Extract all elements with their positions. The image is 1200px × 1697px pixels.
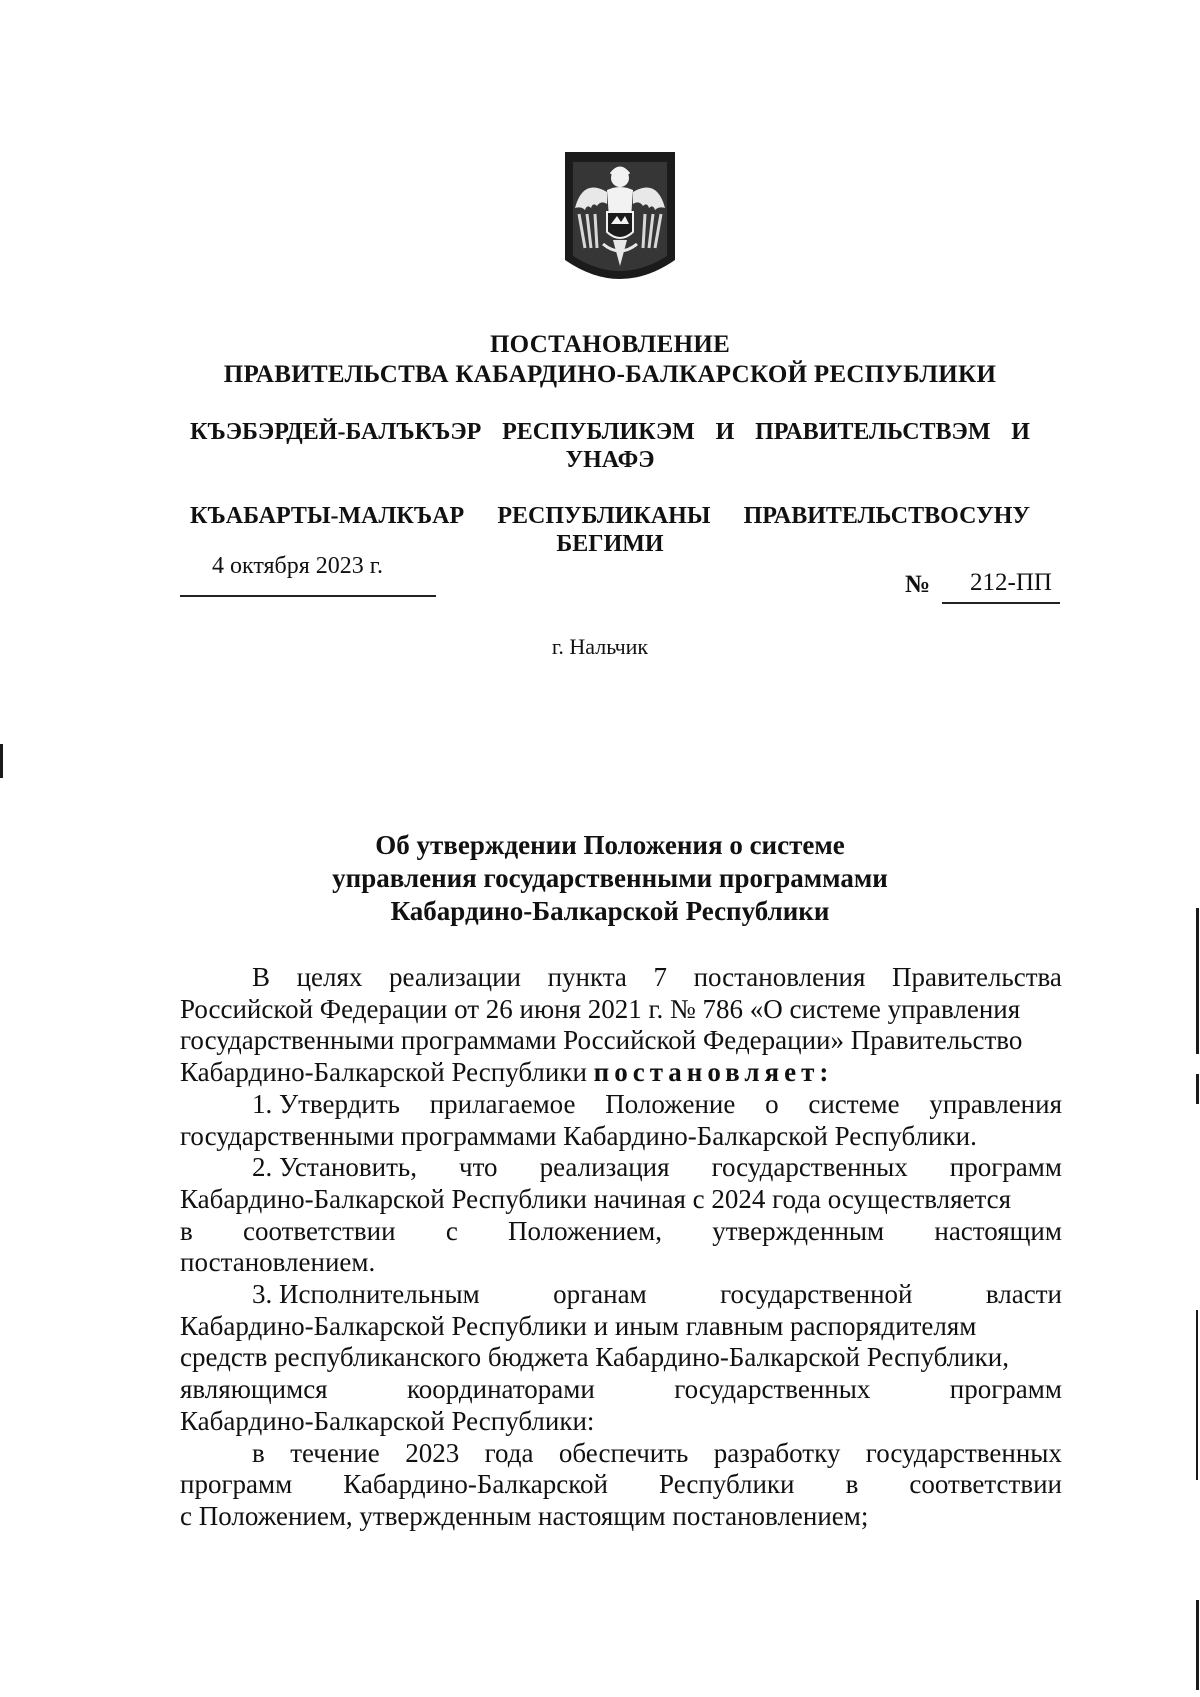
- kabardian-heading-line-1: КЪЭБЭРДЕЙ-БАЛЪКЪЭР РЕСПУБЛИКЭМ И ПРАВИТЕЛЬСТВЭМ И: [190, 419, 1030, 445]
- scan-mark-right-1: [1196, 908, 1199, 1054]
- coat-of-arms-emblem: [561, 148, 679, 296]
- body-line: Российской Федерации от 26 июня 2021 г. № 786 «О системе управления: [180, 993, 1021, 1024]
- resolves-keyword: постановляет:: [593, 1057, 834, 1088]
- scan-mark-right-3: [1196, 1310, 1198, 1480]
- scan-mark-right-4: [1196, 1600, 1199, 1690]
- body-line: постановлением.: [180, 1247, 376, 1278]
- body-line: государственными программами Кабардино-Балкарской Республики.: [180, 1120, 977, 1151]
- title-line-2: управления государственными программами: [332, 863, 888, 893]
- heading-line-2: ПРАВИТЕЛЬСТВА КАБАРДИНО-БАЛКАРСКОЙ РЕСПУБЛИКИ: [223, 361, 997, 388]
- city-label: г. Нальчик: [551, 634, 649, 659]
- title-line-3: Кабардино-Балкарской Республики: [390, 896, 830, 926]
- balkar-heading-line-1: КЪАБАРТЫ-МАЛКЪАР РЕСПУБЛИКАНЫ ПРАВИТЕЛЬСТВОСУНУ: [190, 503, 1030, 529]
- kabardian-heading-line-2: УНАФЭ: [565, 447, 655, 473]
- document-body: [180, 962, 1062, 1533]
- document-date: 4 октября 2023 г.: [212, 553, 383, 579]
- scan-mark-right-2: [1196, 1074, 1199, 1104]
- title-line-1: Об утверждении Положения о системе: [375, 830, 845, 860]
- body-line: в течение 2023 года обеспечить разработку государственных: [252, 1437, 1062, 1468]
- body-line: программ Кабардино-Балкарской Республики в соответствии: [180, 1469, 1062, 1500]
- body-line: 2. Установить, что реализация государственных программ: [252, 1152, 1062, 1183]
- kabardian-heading: [190, 418, 1030, 474]
- body-line: В целях реализации пункта 7 постановления Правительства: [252, 962, 1062, 992]
- body-line: Кабардино-Балкарской Республики и иным главным распорядителям: [180, 1310, 977, 1341]
- body-line: Кабардино-Балкарской Республики начиная с 2024 года осуществляется: [180, 1183, 1012, 1214]
- body-line: в соответствии с Положением, утвержденным настоящим: [180, 1215, 1062, 1246]
- heading-line-1: ПОСТАНОВЛЕНИЕ: [489, 331, 731, 358]
- body-line: Кабардино-Балкарской Республики постановляет:: [180, 1057, 834, 1088]
- body-line: с Положением, утвержденным настоящим постановлением;: [180, 1500, 869, 1531]
- date-underline: [180, 595, 436, 597]
- body-line: Кабардино-Балкарской Республики:: [180, 1405, 595, 1436]
- scan-mark-left: [0, 744, 3, 778]
- document-title: [200, 829, 1020, 928]
- balkar-heading-line-2: БЕГИМИ: [556, 531, 664, 557]
- body-line: являющимся координаторами государственных программ: [180, 1374, 1062, 1405]
- number-sign: №: [905, 571, 931, 598]
- body-line: 3. Исполнительным органам государственной власти: [252, 1279, 1062, 1310]
- document-number: 212-ПП: [970, 569, 1052, 596]
- body-line: государственными программами Российской Федерации» Правительство: [180, 1025, 1023, 1056]
- balkar-heading: [190, 502, 1030, 558]
- number-underline: [942, 602, 1060, 604]
- body-line: 1. Утвердить прилагаемое Положение о системе управления: [252, 1088, 1062, 1119]
- document-type-heading: [190, 330, 1030, 390]
- body-line: средств республиканского бюджета Кабардино-Балкарской Республики,: [180, 1342, 1009, 1373]
